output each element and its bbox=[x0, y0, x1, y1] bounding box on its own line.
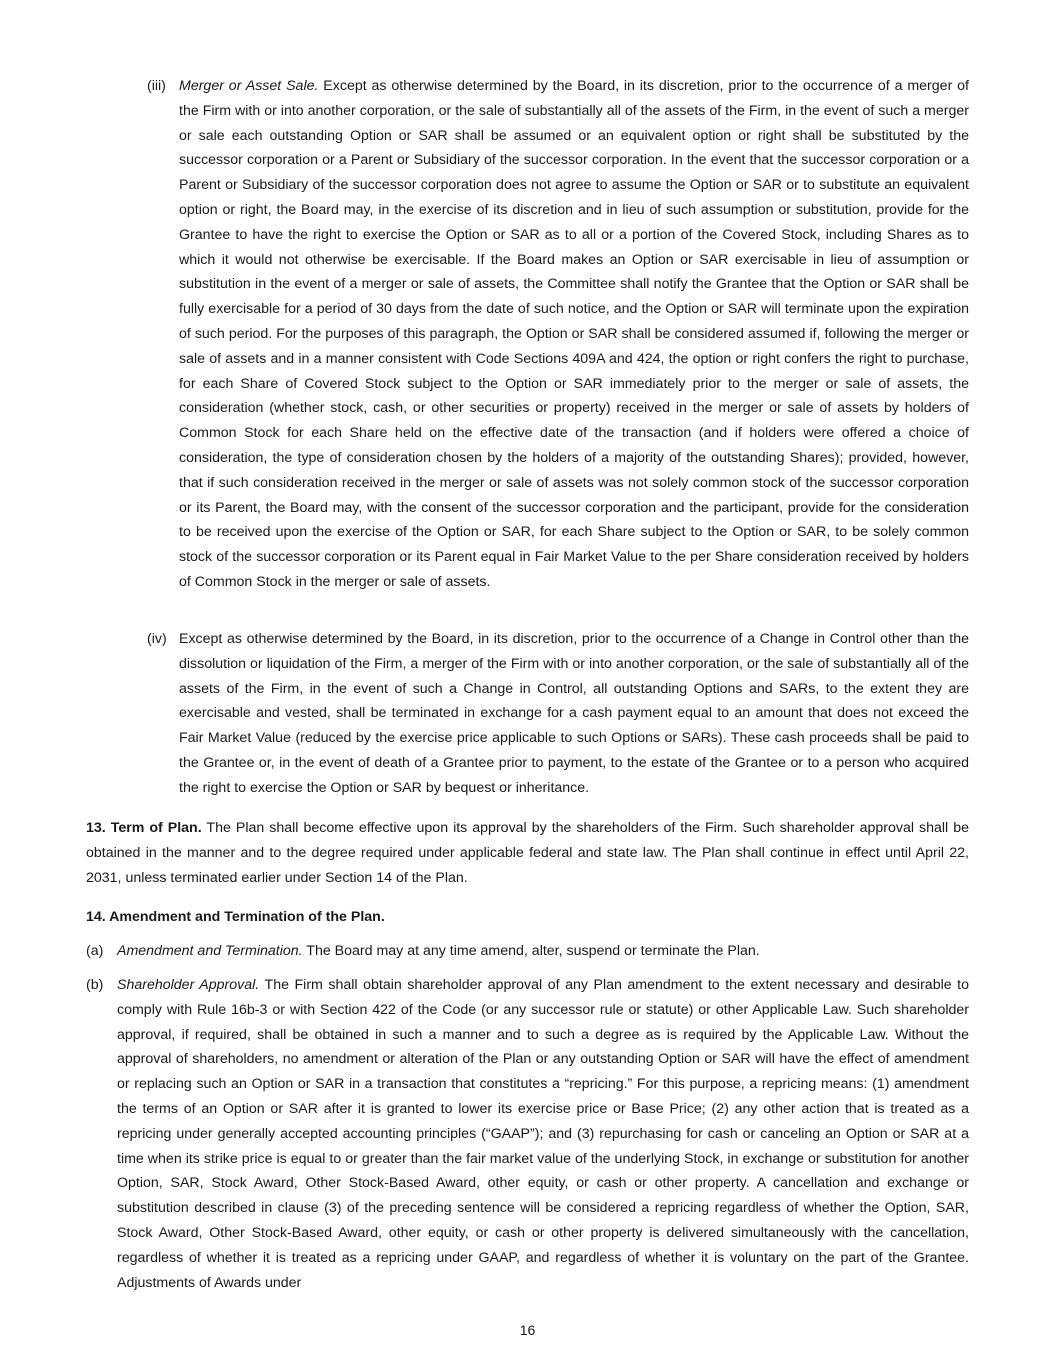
clause-body bbox=[117, 973, 969, 1295]
clause-number: (iv) bbox=[147, 631, 167, 647]
clause-b bbox=[86, 973, 969, 1295]
clause-title: Shareholder Approval. bbox=[117, 977, 260, 993]
clause-a bbox=[86, 939, 969, 964]
section-heading: 13. Term of Plan. bbox=[86, 820, 202, 836]
page-number: 16 bbox=[519, 1322, 536, 1338]
clause-body bbox=[117, 939, 969, 964]
clause-text: The Firm shall obtain shareholder approval of any Plan amendment to the extent necessary and desirable to comply with Rule 16b-3 or with Section 422 of the Code (or any successor rule or statute) or other Applicable Law. Such shareholder approval, if required, shall be obtained in such a manner and to such a degree as is required by the Applicable Law. Without the approval of shareholders, no amendment or alteration of the Plan or any outstanding Option or SAR will have the effect of amendment or replacing such an Option or SAR in a transaction that constitutes a “repricing.” For this purpose, a repricing means: (1) amendment the terms of an Option or SAR after it is granted to lower its exercise price or Base Price; (2) any other action that is treated as a repricing under generally accepted accounting principles (“GAAP”); and (3) repurchasing for cash or canceling an Option or SAR at a time when its strike price is equal to or greater than the fair market value of the underlying Stock, in exchange or substitution for another Option, SAR, Stock Award, Other Stock-Based Award, other equity, or cash or other property. A cancellation and exchange or substitution described in clause (3) of the preceding sentence will be considered a repricing regardless of whether the Option, SAR, Stock Award, Other Stock-Based Award, other equity, or cash or other property is delivered simultaneously with the cancellation, regardless of whether it is treated as a repricing under GAAP, and regardless of whether it is voluntary on the part of the Grantee. Adjustments of Awards under bbox=[117, 977, 969, 1291]
section-14-heading-block bbox=[86, 905, 969, 930]
clause-number: (a) bbox=[86, 943, 104, 959]
clause-text: The Board may at any time amend, alter, suspend or terminate the Plan. bbox=[302, 943, 760, 959]
clause-text: Except as otherwise determined by the Board, in its discretion, prior to the occurrence of a Change in Control other than the dissolution or liquidation of the Firm, a merger of the Firm with or into another corporation, or the sale of substantially all of the assets of the Firm, in the event of such a Change in Control, all outstanding Options and SARs, to the extent they are exercisable and vested, shall be terminated in exchange for a cash payment equal to an amount that does not exceed the Fair Market Value (reduced by the exercise price applicable to such Options or SARs). These cash proceeds shall be paid to the Grantee or, in the event of death of a Grantee prior to payment, to the estate of the Grantee or to a person who acquired the right to exercise the Option or SAR by bequest or inheritance. bbox=[179, 631, 969, 796]
clause-number: (b) bbox=[86, 977, 104, 993]
section-text: The Plan shall become effective upon its approval by the shareholders of the Firm. Such shareholder approval shall be obtained in the manner and to the degree required under applicable federal and state law. The Plan shall continue in effect until April 22, 2031, unless terminated earlier under Section 14 of the Plan. bbox=[86, 820, 969, 886]
clause-number: (iii) bbox=[147, 78, 166, 94]
clause-body bbox=[179, 74, 969, 595]
section-heading: 14. Amendment and Termination of the Plan. bbox=[86, 909, 385, 925]
clause-iv bbox=[147, 627, 969, 801]
clause-body bbox=[179, 627, 969, 801]
clause-title: Merger or Asset Sale. bbox=[179, 78, 319, 94]
clause-title: Amendment and Termination. bbox=[117, 943, 303, 959]
section-13-paragraph bbox=[86, 816, 969, 890]
clause-text: Except as otherwise determined by the Board, in its discretion, prior to the occurrence of a merger of the Firm with or into another corporation, or the sale of substantially all of the assets of the Firm, in the event of such a merger or sale each outstanding Option or SAR shall be assumed or an equivalent option or right shall be substituted by the successor corporation or a Parent or Subsidiary of the successor corporation. In the event that the successor corporation or a Parent or Subsidiary of the successor corporation does not agree to assume the Option or SAR or to substitute an equivalent option or right, the Board may, in the exercise of its discretion and in lieu of such assumption or substitution, provide for the Grantee to have the right to exercise the Option or SAR as to all or a portion of the Covered Stock, including Shares as to which it would not otherwise be exercisable. If the Board makes an Option or SAR exercisable in lieu of assumption or substitution in the event of a merger or sale of assets, the Committee shall notify the Grantee that the Option or SAR shall be fully exercisable for a period of 30 days from the date of such notice, and the Option or SAR will terminate upon the expiration of such period. For the purposes of this paragraph, the Option or SAR shall be considered assumed if, following the merger or sale of assets and in a manner consistent with Code Sections 409A and 424, the option or right confers the right to purchase, for each Share of Covered Stock subject to the Option or SAR immediately prior to the merger or sale of assets, the consideration (whether stock, cash, or other securities or property) received in the merger or sale of assets by holders of Common Stock for each Share held on the effective date of the transaction (and if holders were offered a choice of consideration, the type of consideration chosen by the holders of a majority of the outstanding Shares); provided, however, that if such consideration received in the merger or sale of assets was not solely common stock of the successor corporation or its Parent, the Board may, with the consent of the successor corporation and the participant, provide for the consideration to be received upon the exercise of the Option or SAR, for each Share subject to the Option or SAR, to be solely common stock of the successor corporation or its Parent equal in Fair Market Value to the per Share consideration received by holders of Common Stock in the merger or sale of assets. bbox=[179, 78, 969, 590]
clause-iii bbox=[147, 74, 969, 595]
section-13 bbox=[86, 816, 969, 890]
